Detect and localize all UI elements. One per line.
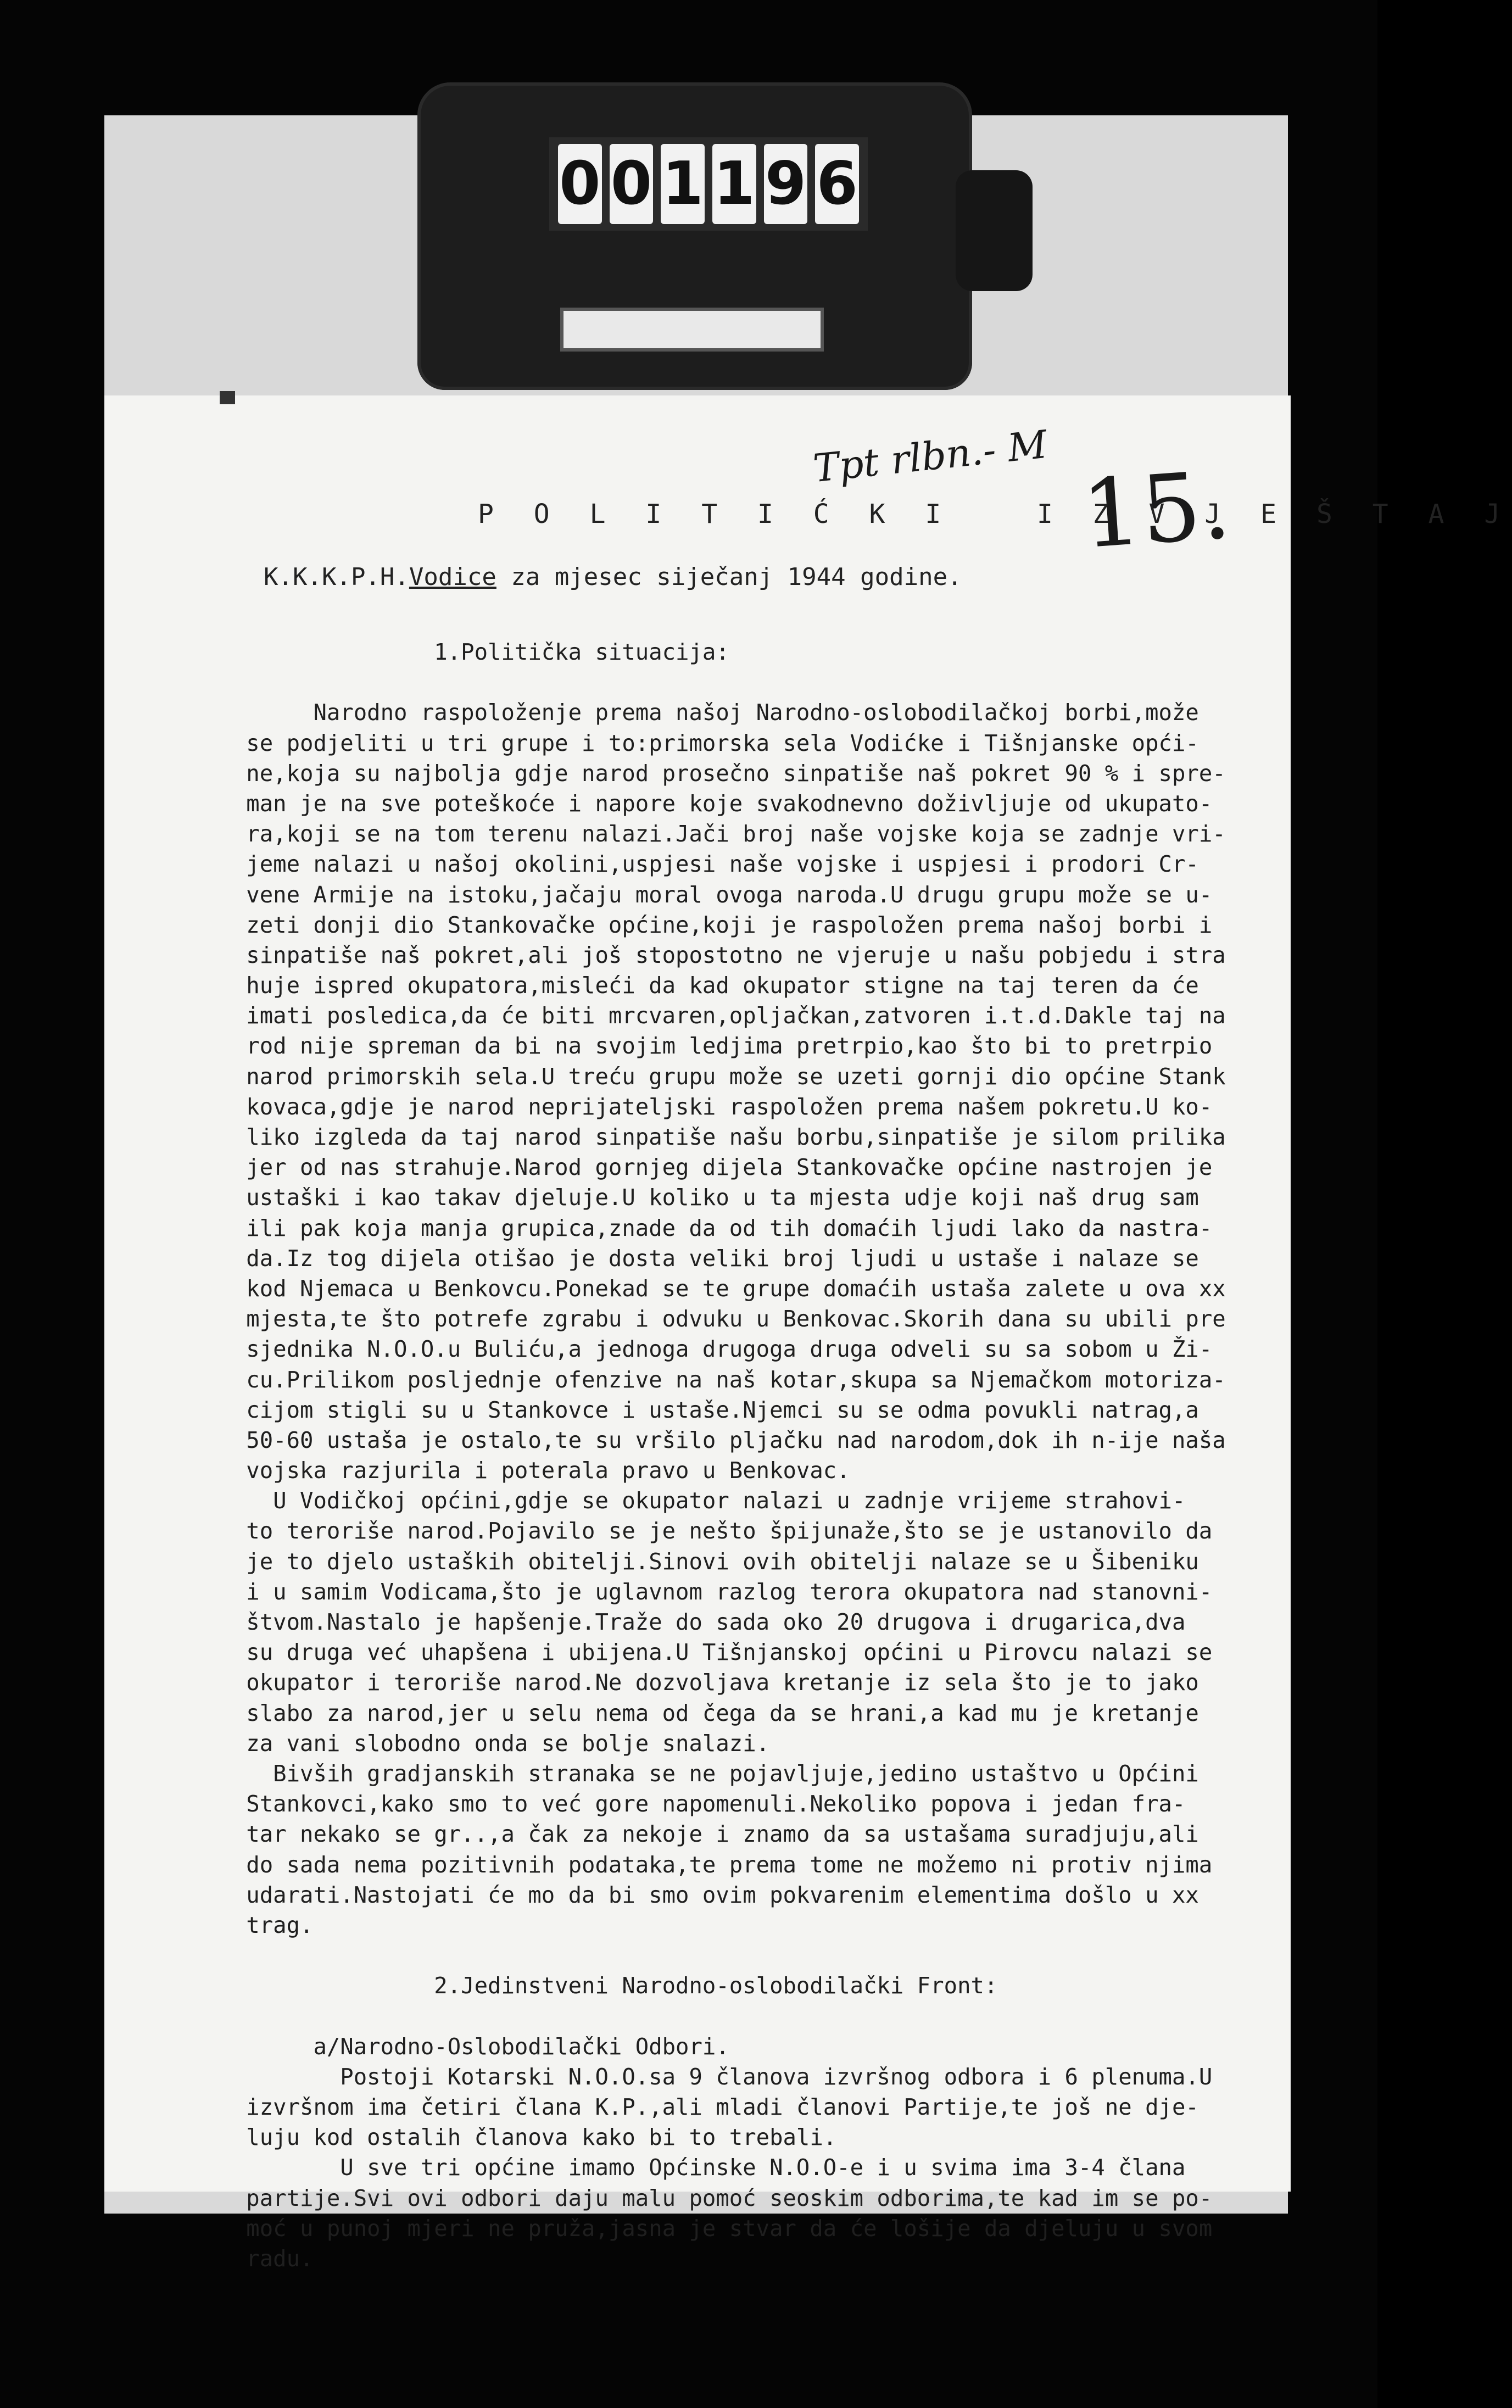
text-line: ra,koji se na tom terenu nalazi.Jači broj naše vojske koja se zadnje vri- bbox=[206, 821, 1226, 848]
document-body bbox=[206, 637, 1293, 2274]
handwritten-page-number: 15. bbox=[1078, 450, 1234, 570]
text-line: udarati.Nastojati će mo da bi smo ovim pokvarenim elementima došlo u xx bbox=[206, 1881, 1199, 1908]
text-line: partije.Svi ovi odbori daju malu pomoć seoskim odborima,te kad im se po- bbox=[206, 2184, 1213, 2211]
text-line: mjesta,te što potrefe zgrabu i odvuku u Benkovac.Skorih dana su ubili pre bbox=[206, 1306, 1226, 1333]
text-line: luju kod ostalih članova kako bi to trebali. bbox=[206, 2124, 837, 2151]
text-line: jer od nas strahuje.Narod gornjeg dijela Stankovačke općine nastrojen je bbox=[206, 1154, 1213, 1181]
text-line: slabo za narod,jer u selu nema od čega da se hrani,a kad mu je kretanje bbox=[206, 1699, 1199, 1726]
text-line: da.Iz tog dijela otišao je dosta veliki broj ljudi u ustaše i nalaze se bbox=[206, 1245, 1199, 1272]
text-line: vene Armije na istoku,jačaju moral ovoga naroda.U drugu grupu može se u- bbox=[206, 881, 1213, 908]
counter-digit: 1 bbox=[661, 144, 705, 224]
text-line bbox=[206, 1941, 1293, 1971]
frame-counter-device bbox=[417, 82, 972, 390]
text-line: kovaca,gdje je narod neprijateljski raspoložen prema našem pokretu.U ko- bbox=[206, 1093, 1213, 1120]
counter-digit: 0 bbox=[610, 144, 654, 224]
text-line bbox=[206, 2001, 1293, 2031]
text-line: sjednika N.O.O.u Buliću,a jednoga drugoga druga odveli su sa sobom u Ži- bbox=[206, 1336, 1213, 1363]
text-line: trag. bbox=[206, 1911, 314, 1938]
document-sheet bbox=[104, 395, 1512, 2272]
document-subtitle bbox=[264, 563, 962, 591]
text-line: Stankovci,kako smo to već gore napomenuli.Nekoliko popova i jedan fra- bbox=[206, 1791, 1186, 1818]
text-line: Narodno raspoloženje prema našoj Narodno-oslobodilačkoj borbi,može bbox=[206, 699, 1199, 726]
counter-digit: 9 bbox=[764, 144, 808, 224]
text-line: 50-60 ustaša je ostalo,te su vršilo pljačku nad narodom,dok ih n-ije naša bbox=[206, 1426, 1226, 1453]
text-line: Bivših gradjanskih stranaka se ne pojavljuje,jedino ustaštvo u Općini bbox=[206, 1760, 1199, 1787]
text-line: su druga već uhapšena i ubijena.U Tišnjanskoj općini u Pirovcu nalazi se bbox=[206, 1639, 1213, 1666]
text-line: sinpatiše naš pokret,ali još stopostotno ne vjeruje u našu pobjedu i stra bbox=[206, 941, 1226, 968]
text-line: Postoji Kotarski N.O.O.sa 9 članova izvršnog odbora i 6 plenuma.U bbox=[206, 2063, 1213, 2090]
counter-digit: 6 bbox=[815, 144, 859, 224]
counter-knob bbox=[956, 170, 1033, 291]
counter-digit: 0 bbox=[558, 144, 602, 224]
text-line: cu.Prilikom posljednje ofenzive na naš kotar,skupa sa Njemačkom motoriza- bbox=[206, 1366, 1226, 1393]
text-line: štvom.Nastalo je hapšenje.Traže do sada oko 20 drugova i drugarica,dva bbox=[206, 1609, 1186, 1635]
text-line: huje ispred okupatora,misleći da kad okupator stigne na taj teren da će bbox=[206, 972, 1199, 999]
text-line: za vani slobodno onda se bolje snalazi. bbox=[206, 1730, 770, 1757]
text-line: to teroriše narod.Pojavilo se je nešto špijunaže,što se je ustanovilo da bbox=[206, 1518, 1213, 1545]
text-line: cijom stigli su u Stankovce i ustaše.Njemci su se odma povukli natrag,a bbox=[206, 1396, 1199, 1423]
text-line: do sada nema pozitivnih podataka,te prema tome ne možemo ni protiv njima bbox=[206, 1851, 1213, 1878]
text-line: 2.Jedinstveni Narodno-oslobodilački Front: bbox=[206, 1972, 998, 1999]
text-line: jeme nalazi u našoj okolini,uspjesi naše vojske i uspjesi i prodori Cr- bbox=[206, 851, 1199, 878]
text-line: 1.Politička situacija: bbox=[206, 639, 729, 665]
counter-plate bbox=[560, 308, 824, 352]
counter-digit: 1 bbox=[712, 144, 756, 224]
text-line: rod nije spreman da bi na svojim ledjima pretrpio,kao što bi to pretrpio bbox=[206, 1033, 1213, 1060]
text-line: je to djelo ustaških obitelji.Sinovi ovih obitelji nalaze se u Šibeniku bbox=[206, 1548, 1199, 1575]
text-line: radu. bbox=[206, 2245, 314, 2272]
text-line: man je na sve poteškoće i napore koje svakodnevno doživljuje od ukupato- bbox=[206, 790, 1213, 817]
subtitle-suffix: za mjesec siječanj 1944 godine. bbox=[496, 563, 962, 591]
text-line: U sve tri općine imamo Općinske N.O.O-e i u svima ima 3-4 člana bbox=[206, 2154, 1186, 2181]
staple-mark bbox=[220, 391, 235, 404]
text-line: zeti donji dio Stankovačke općine,koji je raspoložen prema našoj borbi i bbox=[206, 911, 1213, 938]
text-line: ne,koja su najbolja gdje narod prosečno sinpatiše naš pokret 90 % i spre- bbox=[206, 760, 1226, 787]
text-line: i u samim Vodicama,što je uglavnom razlog terora okupatora nad stanovni- bbox=[206, 1578, 1213, 1605]
subtitle-place: Vodice bbox=[409, 563, 496, 591]
text-line: narod primorskih sela.U treću grupu može se uzeti gornji dio općine Stank bbox=[206, 1063, 1226, 1090]
text-line: vojska razjurila i poterala pravo u Benkovac. bbox=[206, 1457, 850, 1484]
text-line: moć u punoj mjeri ne pruža,jasna je stvar da će lošije da djeluju u svom bbox=[206, 2215, 1213, 2242]
text-line: liko izgleda da taj narod sinpatiše našu borbu,sinpatiše je silom prilika bbox=[206, 1124, 1226, 1150]
counter-window bbox=[549, 137, 868, 231]
document-title: P O L I T I Ć K I I Z V J E Š T A J bbox=[478, 499, 1512, 529]
text-line: okupator i teroriše narod.Ne dozvoljava kretanje iz sela što je to jako bbox=[206, 1669, 1199, 1696]
text-line: imati posledica,da će biti mrcvaren,opljačkan,zatvoren i.t.d.Dakle taj na bbox=[206, 1002, 1226, 1029]
text-line: ustaški i kao takav djeluje.U koliko u ta mjesta udje koji naš drug sam bbox=[206, 1184, 1199, 1211]
text-line: ili pak koja manja grupica,znade da od tih domaćih ljudi lako da nastra- bbox=[206, 1214, 1213, 1241]
text-line: kod Njemaca u Benkovcu.Ponekad se te grupe domaćih ustaša zalete u ova xx bbox=[206, 1275, 1226, 1302]
text-line bbox=[206, 667, 1293, 698]
text-line: tar nekako se gr..,a čak za nekoje i znamo da sa ustašama suradjuju,ali bbox=[206, 1821, 1199, 1848]
text-line: se podjeliti u tri grupe i to:primorska sela Vodićke i Tišnjanske opći- bbox=[206, 729, 1199, 756]
text-line: U Vodičkoj općini,gdje se okupator nalazi u zadnje vrijeme strahovi- bbox=[206, 1487, 1186, 1514]
text-line: izvršnom ima četiri člana K.P.,ali mladi članovi Partije,te još ne dje- bbox=[206, 2094, 1199, 2120]
text-line: a/Narodno-Oslobodilački Odbori. bbox=[206, 2033, 729, 2060]
handwritten-note: Tpt rlbn.- M bbox=[811, 421, 1050, 492]
subtitle-prefix: K.K.K.P.H. bbox=[264, 563, 409, 591]
